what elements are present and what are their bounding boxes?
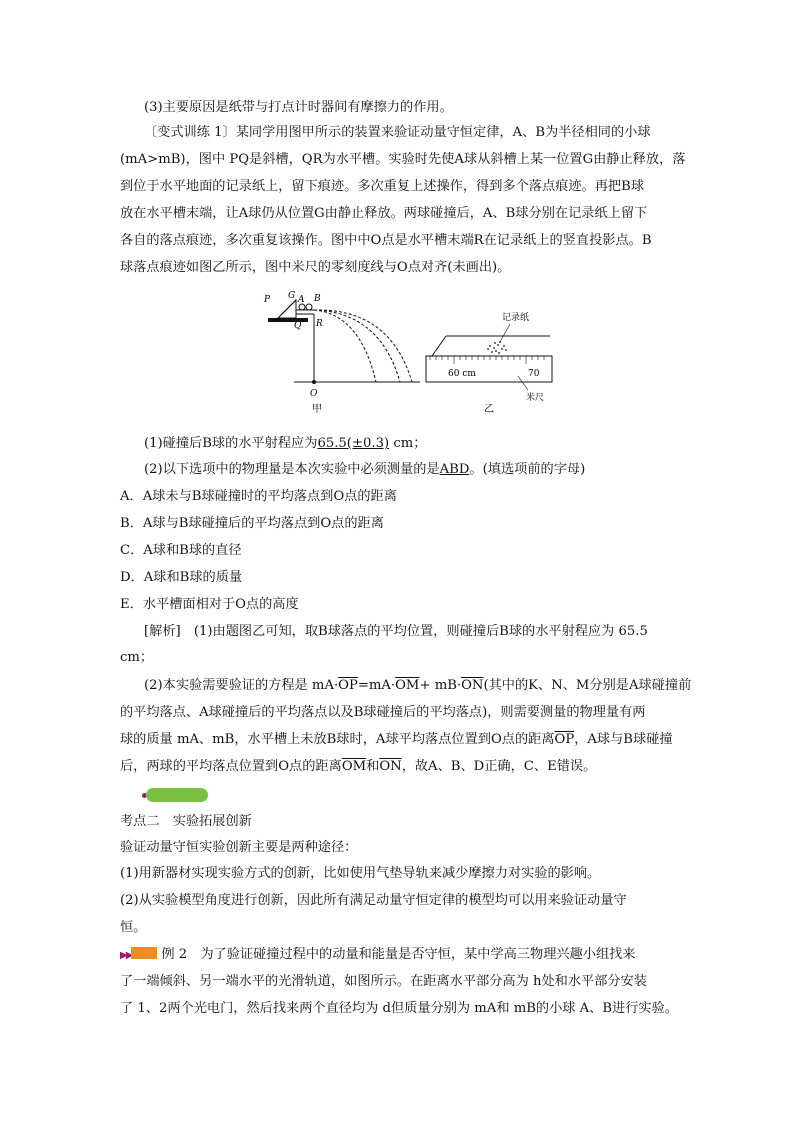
figure-yi-label: 乙 bbox=[484, 404, 494, 415]
label-q: Q bbox=[294, 321, 302, 331]
section2-point-2-cont: 恒。 bbox=[120, 920, 147, 935]
variant-line-1: 〔变式训练 1〕某同学用图甲所示的装置来验证动量守恒定律，A、B为半径相同的小球 bbox=[144, 125, 651, 140]
example2-line-2: 了一端倾斜、另一端水平的光滑轨道，如图所示。在距离水平部分高为 h处和水平部分安装 bbox=[120, 974, 647, 989]
example-arrow-icon: ▶▶ bbox=[120, 950, 132, 961]
ruler-name-label: 米尺 bbox=[526, 393, 545, 403]
reason-text: (3)主要原因是纸带与打点计时器间有摩擦力的作用。 bbox=[144, 100, 453, 115]
label-a: A bbox=[298, 295, 305, 305]
analysis-line-5: 球的质量 mA、mB，水平槽上未放B球时，A球平均落点位置到O点的距离$\overline{OP}$，A球与B球碰撞 bbox=[120, 732, 673, 747]
ruler-70-label: 70 bbox=[528, 369, 540, 379]
example2-line-3: 了 1、2两个光电门，然后找来两个直径均为 d但质量分别为 mA和 mB的小球 A、B进行实验。 bbox=[120, 1001, 678, 1016]
variant-line-2: (mA>mB)，图中 PQ是斜槽，QR为水平槽。实验时先使A球从斜槽上某一位置G由静止释放，落 bbox=[120, 152, 686, 167]
option-c: C．A球和B球的直径 bbox=[120, 543, 242, 558]
example2-line-1: ▶▶ 例 2 为了验证碰撞过程中的动量和能量是否守恒，某中学高三物理兴趣小组找来 bbox=[120, 947, 636, 962]
experiment-figure bbox=[250, 288, 560, 418]
section2-title: 考点二 实验拓展创新 bbox=[120, 814, 252, 829]
analysis-line-6: 后，两球的平均落点位置到O点的距离$\overline{OM}$和$\overline{ON}$，故A、B、D正确，C、E错误。 bbox=[120, 759, 597, 774]
analysis-line-2: cm； bbox=[120, 650, 154, 665]
label-g: G bbox=[288, 291, 296, 301]
question-1: (1)碰撞后B球的水平射程应为65.5(±0.3) cm； bbox=[144, 436, 427, 451]
section2-point-1: (1)用新器材实现实验方式的创新，比如使用气垫导轨来减少摩擦力对实验的影响。 bbox=[120, 866, 601, 881]
answer-2: ABD bbox=[439, 462, 470, 477]
variant-line-5: 各自的落点痕迹，多次重复该操作。图中中O点是水平槽末端R在记录纸上的竖直投影点。B bbox=[120, 233, 652, 248]
option-e: E．水平槽面相对于O点的高度 bbox=[120, 597, 299, 612]
analysis-line-1: [解析] (1)由题图乙可知，取B球落点的平均位置，则碰撞后B球的水平射程应为 65.5 bbox=[144, 624, 648, 639]
label-r: R bbox=[316, 319, 323, 329]
answer-1: 65.5(±0.3) bbox=[317, 436, 390, 451]
section2-point-2: (2)从实验模型角度进行创新，因此所有满足动量守恒定律的模型均可以用来验证动量守 bbox=[120, 893, 627, 908]
question-2: (2)以下选项中的物理量是本次实验中必须测量的是ABD。(填选项前的字母) bbox=[144, 462, 586, 477]
section-marker-bar bbox=[146, 788, 208, 802]
label-b: B bbox=[314, 294, 321, 304]
apparatus-jia bbox=[263, 291, 420, 415]
label-o: O bbox=[310, 389, 318, 399]
example-box-icon bbox=[131, 947, 157, 959]
analysis-line-3: (2)本实验需要验证的方程是 $mA\cdot\overline{OP}=mA\cdot\overline{OM}+ mB\cdot\overline{ON}$(其中的K、N、M分别是A球碰撞前 bbox=[144, 678, 692, 693]
label-p: P bbox=[264, 295, 271, 305]
section2-intro: 验证动量守恒实验创新主要是两种途径： bbox=[120, 840, 358, 855]
analysis-line-4: 的平均落点、A球碰撞后的平均落点以及B球碰撞后的平均落点)，则需要测量的物理量有两 bbox=[120, 705, 646, 720]
option-d: D．A球和B球的质量 bbox=[120, 570, 243, 585]
figure-jia-label: 甲 bbox=[312, 404, 322, 415]
option-a: A．A球未与B球碰撞时的平均落点到O点的距离 bbox=[120, 489, 397, 504]
ruler-yi bbox=[426, 312, 552, 415]
record-paper-label: 记录纸 bbox=[502, 313, 530, 323]
ruler-60-label: 60 cm bbox=[448, 369, 476, 379]
variant-line-3: 到位于水平地面的记录纸上，留下痕迹。多次重复上述操作，得到多个落点痕迹。再把B球 bbox=[120, 179, 644, 194]
variant-line-4: 放在水平槽末端，让A球仍从位置G由静止释放。两球碰撞后，A、B球分别在记录纸上留下 bbox=[120, 206, 648, 221]
variant-line-6: 球落点痕迹如图乙所示，图中米尺的零刻度线与O点对齐(未画出)。 bbox=[120, 260, 511, 275]
option-b: B．A球与B球碰撞后的平均落点到O点的距离 bbox=[120, 516, 384, 531]
